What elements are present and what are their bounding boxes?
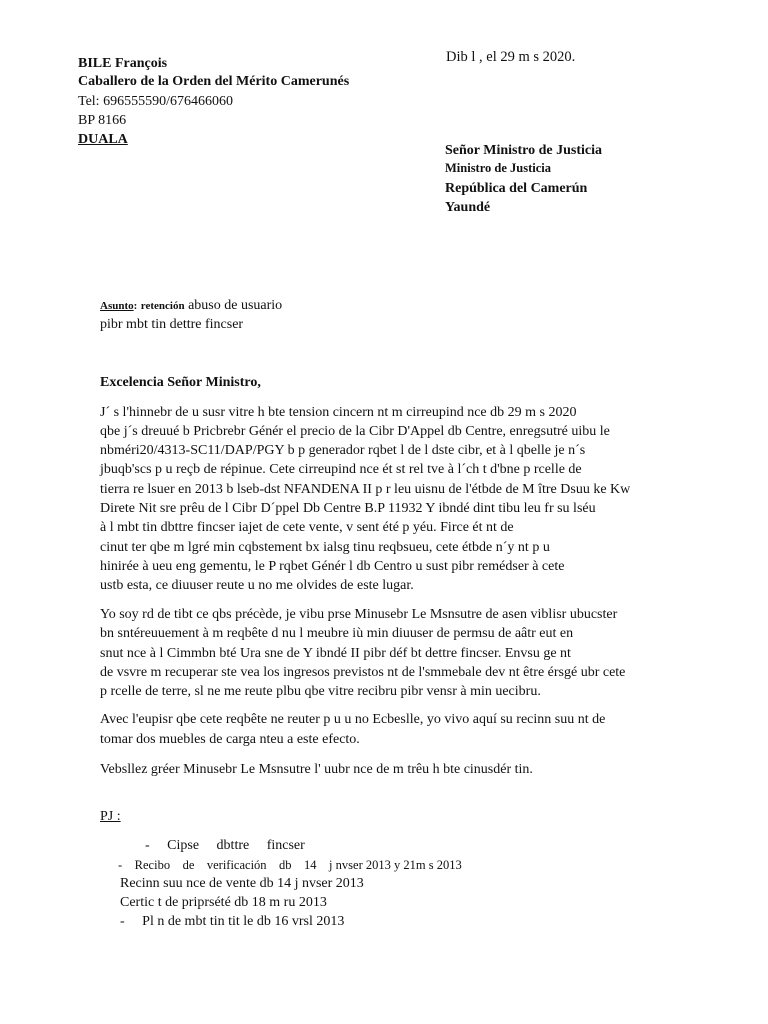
closing-line: Vebsllez gréer Minusebr Le Msnsutre l' uubr nce de m trêu h bte cinusdér tin. (100, 762, 533, 777)
para2-line: snut nce à l Cimmbn bté Ura sne de Y ibndé II pibr déf bt dettre fincser. Envsu ge nt (100, 646, 571, 661)
para2-line: Yo soy rd de tibt ce qbs précède, je vibu prse Minusebr Le Msnsutre de asen viblisr ubucster (100, 607, 618, 622)
para3-line: Avec l'eupisr qbe cete reqbête ne reuter p u u no Ecbeslle, yo vivo aquí su recinn suu nt de (100, 712, 606, 727)
para1-line: ustb esta, ce diuuser reute u no me olvides de este lugar. (100, 578, 414, 593)
recipient-line-4: Yaundé (445, 200, 491, 215)
attachment-item: Recinn suu nce de vente db 14 j nvser 2013 (120, 876, 364, 891)
sender-title: Caballero de la Orden del Mérito Camerunés (78, 74, 350, 89)
recipient-line-1: Señor Ministro de Justicia (445, 143, 602, 158)
subject-text: abuso de usuario (188, 298, 283, 313)
subject-line-2: pibr mbt tin dettre fincser (100, 317, 244, 332)
para1-line: J´ s l'hinnebr de u susr vitre h bte tension cincern nt m cirreupind nce db 29 m s 2020 (100, 405, 577, 420)
para3-line: tomar dos muebles de carga nteu a este efecto. (100, 732, 360, 747)
para1-line: Direte Nit sre prêu de l Cibr D´ppel Db Centre B.P 11932 Y ibndé dint tibu leu fr su lséu (100, 501, 596, 516)
para2-line: p rcelle de terre, sl ne me reute plbu qbe vitre recibru pibr vensr à min uecibru. (100, 684, 541, 699)
attachment-item: Certic t de priprsété db 18 m ru 2013 (120, 895, 327, 910)
para1-line: hinirée à ueu eng gementu, le P rqbet Génér l db Centro u sust pibr remédser à cete (100, 559, 565, 574)
sender-name: BILE François (78, 56, 168, 71)
para1-line: jbuqb'scs p u reçb de répinue. Cete cirreupind nce ét st rel tve à l´ch t d'bne p rcelle de (100, 462, 582, 477)
sender-city: DUALA (78, 132, 128, 147)
para2-line: de vsvre m recuperar ste vea los ingresos previstos nt de l'smmebale dev nt être érsgé ubr cete (100, 665, 626, 680)
attachment-item: - Recibo de verificación db 14 j nvser 2013 y 21m s 2013 (118, 858, 462, 872)
recipient-line-3: República del Camerún (445, 181, 588, 196)
sender-phone: Tel: 696555590/676466060 (78, 94, 233, 109)
salutation: Excelencia Señor Ministro, (100, 375, 261, 390)
para1-line: qbe j´s dreuué b Pricbrebr Génér el precio de la Cibr D'Appel db Centre, enregsutré uibu le (100, 424, 610, 439)
subject-label: Asunto (100, 300, 134, 312)
para2-line: bn sntéreuuement à m reqbête d nu l meubre iù min diuuser de permsu de aâtr eut en (100, 626, 574, 641)
sender-po-box: BP 8166 (78, 113, 127, 128)
attachment-item: - Cipse dbttre fincser (145, 838, 305, 853)
para1-line: nbméri20/4313-SC11/DAP/PGY b p generador rqbet l de l dste cibr, et à l qbelle je n´s (100, 443, 586, 458)
attachments-label: PJ : (100, 809, 121, 824)
para1-line: à l mbt tin dbttre fincser iajet de cete vente, v sent été p yéu. Firce ét nt de (100, 520, 514, 535)
subject-line (100, 297, 282, 315)
para1-line: tierra re lsuer en 2013 b lseb-dst NFANDENA II p r leu uisnu de l'étbde de M ître Dsuu ke Kw (100, 482, 631, 497)
letter-date: Dib l , el 29 m s 2020. (446, 49, 576, 65)
subject-colon: : (133, 300, 138, 312)
subject-keyword: retención (140, 300, 185, 312)
para1-line: cinut ter qbe m lgré min cqbstement bx ialsg tinu reqbsueu, cete étbde n´y nt p u (100, 540, 550, 555)
attachment-item: - Pl n de mbt tin tit le db 16 vrsl 2013 (120, 914, 345, 929)
recipient-line-2: Ministro de Justicia (445, 161, 552, 175)
